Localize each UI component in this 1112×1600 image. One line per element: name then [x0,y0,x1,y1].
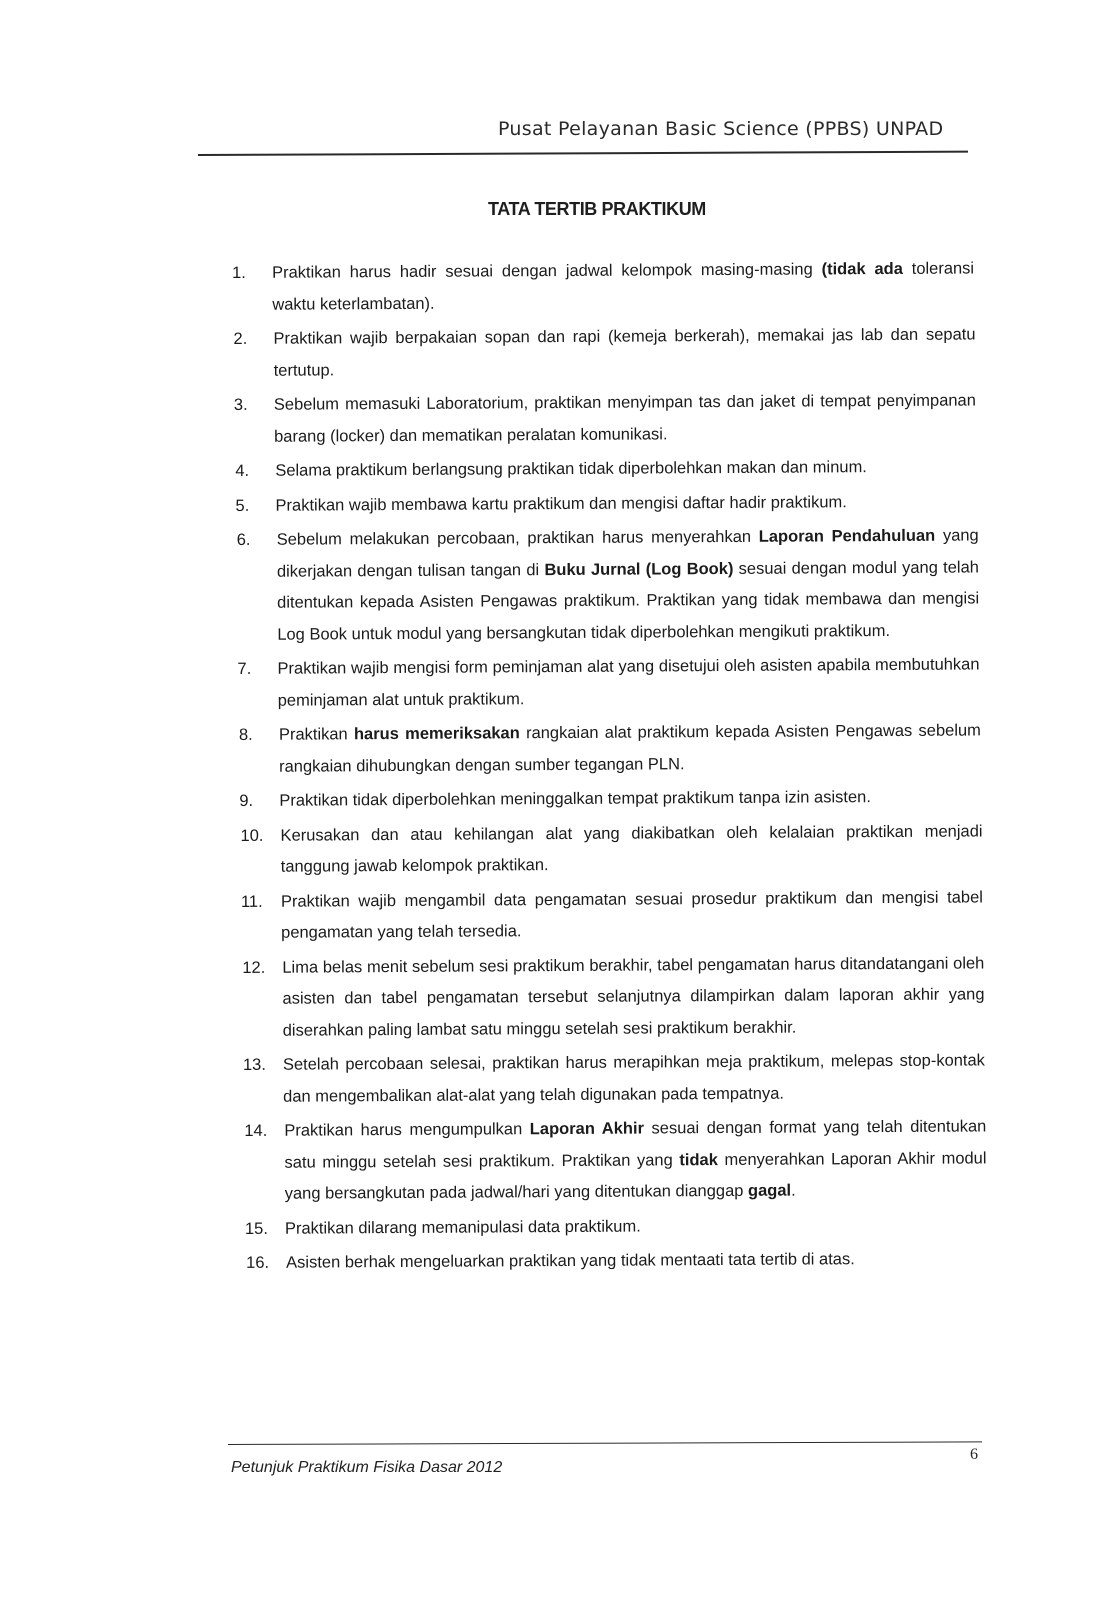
header-institution: Pusat Pelayanan Basic Science (PPBS) UNPAD [498,118,944,140]
rule-item-13 [243,1045,985,1113]
rule-text: sesuai dengan format yang telah ditentukan satu minggu setelah sesi praktikum. Praktikan yang [284,1117,987,1172]
rule-item-9 [239,781,981,817]
rule-emphasis: (tidak ada [821,259,903,279]
rule-text: . [791,1181,796,1200]
rule-number: 7. [237,659,252,678]
rule-number: 10. [240,826,264,845]
rule-item-12 [242,948,985,1047]
rule-text: Setelah percobaan selesai, praktikan harus merapihkan meja praktikum, melepas stop-kontak dan mengembalikan alat-alat yang telah digunakan pada tempatnya. [282,1051,985,1106]
rule-item-16 [246,1243,988,1279]
page-number: 6 [970,1446,978,1463]
rule-text: Asisten berhak mengeluarkan praktikan yang tidak mentaati tata tertib di atas. [286,1250,855,1272]
rule-text: rangkaian alat praktikum kepada Asisten Pengawas sebelum rangkaian dihubungkan dengan sumber tegangan PLN. [279,721,981,776]
rule-number: 15. [244,1219,268,1238]
rule-item-6 [237,520,980,651]
header-divider [198,151,968,156]
rule-text: Praktikan harus mengumpulkan [284,1120,530,1140]
rule-text: toleransi waktu keterlambatan). [272,259,975,314]
rule-text: menyerahkan Laporan Akhir modul yang bersangkutan pada jadwal/hari yang ditentukan dianggap [284,1148,987,1203]
rule-number: 5. [235,496,250,515]
rule-text: Kerusakan dan atau kehilangan alat yang diakibatkan oleh kelalaian praktikan menjadi tanggung jawab kelompok praktikan. [280,821,983,876]
rule-number: 6. [236,530,251,549]
rule-number: 16. [246,1253,270,1272]
rule-item-4 [235,451,977,487]
rule-text: Lima belas menit sebelum sesi praktikum berakhir, tabel pengamatan harus ditandatangani oleh asisten dan tabel pengamatan tersebut selanjutnya dilampirkan dalam laporan akhir yang diserahkan paling lambat satu minggu setelah sesi praktikum berakhir. [282,953,985,1040]
rules-list [232,253,987,1282]
rule-text: Praktikan dilarang memanipulasi data praktikum. [284,1217,641,1238]
rule-number: 9. [239,791,254,810]
rule-text: Praktikan harus hadir sesuai dengan jadwal kelompok masing-masing [272,260,822,282]
rule-text: Sebelum memasuki Laboratorium, praktikan menyimpan tas dan jaket di tempat penyimpanan barang (locker) dan mematikan peralatan komunikasi. [273,391,976,446]
rule-number: 3. [233,395,248,414]
rule-number: 14. [244,1121,268,1140]
rule-text: Praktikan wajib mengisi form peminjaman alat yang disetujui oleh asisten apabila membutuhkan peminjaman alat untuk praktikum. [277,655,980,710]
rule-text: Selama praktikum berlangsung praktikan tidak diperbolehkan makan dan minum. [275,458,867,480]
footer-title: Petunjuk Praktikum Fisika Dasar 2012 [231,1459,503,1476]
rule-text: Praktikan [278,725,354,744]
rule-item-1 [232,253,974,321]
rule-item-14 [244,1111,987,1210]
rule-item-11 [241,882,983,950]
rule-number: 1. [232,263,246,282]
rule-item-8 [239,715,981,783]
rule-number: 8. [238,725,253,744]
rule-number: 12. [242,958,266,977]
rule-text: Praktikan wajib mengambil data pengamatan sesuai prosedur praktikum dan mengisi tabel pengamatan yang telah tersedia. [280,887,983,942]
rule-item-15 [245,1209,987,1245]
rule-item-10 [240,816,982,884]
rule-emphasis: Buku Jurnal (Log Book) [544,559,734,579]
rule-item-3 [234,385,976,453]
rule-text: yang dikerjakan dengan tulisan tangan di [276,526,979,581]
rule-text: Praktikan wajib berpakaian sopan dan rapi (kemeja berkerah), memakai jas lab dan sepatu tertutup. [273,325,976,380]
rule-number: 13. [242,1055,266,1074]
rule-text: Praktikan tidak diperbolehkan meninggalkan tempat praktikum tanpa izin asisten. [279,788,871,810]
rule-text: sesuai dengan modul yang telah ditentukan kepada Asisten Pengawas praktikum. Praktikan yang tidak membawa dan mengisi Log Book untuk modul yang bersangkutan tidak diperbolehkan mengikuti praktikum. [277,557,980,644]
rule-emphasis: harus memeriksakan [353,724,520,744]
rule-text: Sebelum melakukan percobaan, praktikan harus menyerahkan [276,527,759,549]
rule-emphasis: Laporan Akhir [529,1119,645,1139]
rule-emphasis: tidak [679,1150,718,1169]
rule-number: 2. [233,329,248,348]
rule-number: 4. [235,461,250,480]
rule-text: Praktikan wajib membawa kartu praktikum dan mengisi daftar hadir praktikum. [275,492,847,515]
rule-item-7 [237,649,979,717]
rule-item-2 [233,319,975,387]
rule-emphasis: Laporan Pendahuluan [758,526,936,546]
rule-emphasis: gagal [747,1181,792,1200]
rule-number: 11. [240,892,263,911]
rule-item-5 [235,486,977,522]
page-title: TATA TERTIB PRAKTIKUM [488,199,706,219]
footer-divider [228,1441,982,1445]
